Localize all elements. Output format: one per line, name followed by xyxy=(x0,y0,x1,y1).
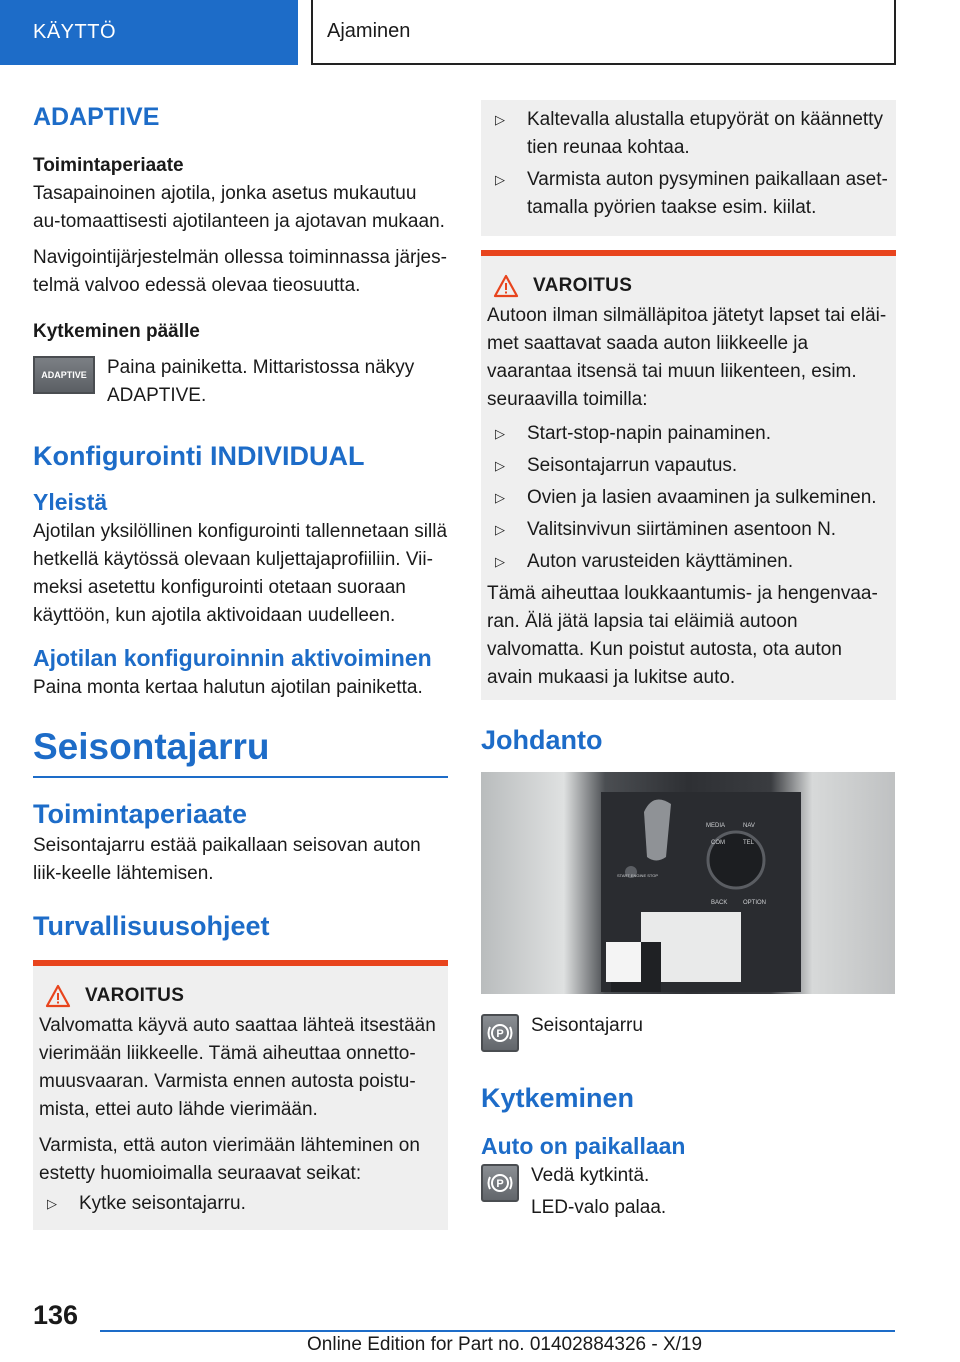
list-item: ▷ Valitsinvivun siirtäminen asentoon N. xyxy=(487,516,890,544)
svg-text:P: P xyxy=(496,1178,504,1190)
warning-text-2: Varmista, että auton vierimään lähteminen on estetty huomioimalla seuraavat seikat: xyxy=(39,1135,420,1184)
continued-list-box xyxy=(481,100,896,236)
right-column xyxy=(481,100,896,1222)
footer-rule xyxy=(100,1330,895,1332)
bullet-triangle-icon: ▷ xyxy=(495,554,505,569)
activate-heading: Ajotilan konfiguroinnin aktivoiminen xyxy=(33,645,432,671)
svg-text:P: P xyxy=(496,1028,504,1040)
safety-heading: Turvallisuusohjeet xyxy=(33,911,270,941)
left-column xyxy=(33,100,448,1230)
photo-label: MEDIA xyxy=(706,823,726,829)
activate-text: Paina monta kertaa halutun ajotilan painiketta. xyxy=(33,677,423,698)
chapter-title: Ajaminen xyxy=(311,0,896,65)
warning-box xyxy=(33,960,448,1230)
section-tab: KÄYTTÖ xyxy=(0,0,298,65)
bullet-triangle-icon: ▷ xyxy=(495,490,505,505)
list-item: ▷ Start-stop-napin painaminen. xyxy=(487,420,890,448)
edition-text: Online Edition for Part no. 01402884326 - X/19 xyxy=(307,1334,703,1355)
console-photo xyxy=(481,772,895,994)
bullet-triangle-icon: ▷ xyxy=(495,458,505,473)
bullet-triangle-icon: ▷ xyxy=(495,172,505,187)
switch-on-heading: Kytkeminen päälle xyxy=(33,321,200,342)
principle-text-1: Tasapainoinen ajotila, jonka asetus mukautuu au-tomaattisesti ajotilanteen ja ajotavan mukaan. xyxy=(33,183,445,232)
warning-label: VAROITUS xyxy=(85,985,185,1006)
bullet-triangle-icon: ▷ xyxy=(495,426,505,441)
photo-label: OPTION xyxy=(743,900,767,906)
bullet-triangle-icon: ▷ xyxy=(47,1196,57,1211)
photo-label: COM xyxy=(711,840,725,846)
bullet-triangle-icon: ▷ xyxy=(495,112,505,127)
switching-heading: Kytkeminen xyxy=(481,1083,635,1113)
adaptive-button-icon: ADAPTIVE xyxy=(33,356,95,394)
intro-heading: Johdanto xyxy=(481,725,603,755)
warning-box xyxy=(481,250,896,700)
parking-principle-text: Seisontajarru estää paikallaan seisovan auton liik-keelle lähtemisen. xyxy=(33,835,421,884)
photo-label: BACK xyxy=(711,900,728,906)
warning-text-1: Valvomatta käyvä auto saattaa lähteä itsestään vierimään liikkeelle. Tämä aiheuttaa onnetto-muusvaaran. Varmista ennen autosta poistu-mista, ettei auto lähde vierimään. xyxy=(39,1015,436,1120)
switch-on-text: Paina painiketta. Mittaristossa näkyy ADAPTIVE. xyxy=(107,357,415,406)
warning-text-1: Autoon ilman silmälläpitoa jätetyt lapset tai eläi-met saattavat saada auton liikkeelle ja vaarantaa itsensä tai muun liikenteen, esim. seuraavilla toimilla: xyxy=(487,305,887,410)
list-item: ▷ Kytke seisontajarru. xyxy=(39,1190,442,1218)
stationary-heading: Auto on paikallaan xyxy=(481,1133,686,1159)
principle-heading: Toimintaperiaate xyxy=(33,155,184,176)
parking-brake-button-icon xyxy=(481,1164,519,1202)
adaptive-heading: ADAPTIVE xyxy=(33,103,160,131)
warning-label: VAROITUS xyxy=(533,275,633,296)
list-item: ▷ Ovien ja lasien avaaminen ja sulkeminen. xyxy=(487,484,890,512)
list-item: ▷ Seisontajarrun vapautus. xyxy=(487,452,890,480)
button-caption: Seisontajarru xyxy=(531,1015,643,1036)
parking-brake-heading: Seisontajarru xyxy=(33,726,270,767)
general-text: Ajotilan yksilöllinen konfigurointi tallennetaan sillä hetkellä käytössä olevaan kuljettajaprofiiliin. Vii-meksi asetettu konfigurointi otetaan suoraan käyttöön, kun ajotila aktivoidaan uudelleen. xyxy=(33,521,448,626)
parking-brake-button-icon xyxy=(481,1014,519,1052)
console-illustration xyxy=(481,772,895,994)
bullet-triangle-icon: ▷ xyxy=(495,522,505,537)
principle-text-2: Navigointijärjestelmän ollessa toiminnassa järjes-telmä valvoo edessä olevaa tieosuutta. xyxy=(33,247,447,296)
page-number: 136 xyxy=(33,1300,79,1330)
warning-text-2: Tämä aiheuttaa loukkaantumis- ja hengenvaa-ran. Älä jätä lapsia tai eläimiä autoon valvomatta. Kun poistut autosta, ota auton avain mukaasi ja lukitse auto. xyxy=(487,583,878,688)
general-heading: Yleistä xyxy=(33,489,108,515)
list-item: ▷ Auton varusteiden käyttäminen. xyxy=(487,548,890,576)
list-item: ▷ Kaltevalla alustalla etupyörät on käännetty tien reunaa kohtaa. xyxy=(487,106,890,162)
warning-triangle-icon xyxy=(493,274,519,298)
photo-label: START ENGINE STOP xyxy=(617,873,659,878)
led-text: LED-valo palaa. xyxy=(531,1197,667,1218)
pull-text: Vedä kytkintä. xyxy=(531,1165,650,1186)
photo-label: TEL xyxy=(743,840,755,846)
warning-triangle-icon xyxy=(45,984,71,1008)
list-item: ▷ Varmista auton pysyminen paikallaan aset-tamalla pyörien taakse esim. kiilat. xyxy=(487,166,890,222)
parking-principle-heading: Toimintaperiaate xyxy=(33,799,248,829)
individual-heading: Konfigurointi INDIVIDUAL xyxy=(33,441,365,471)
photo-label: NAV xyxy=(743,823,755,829)
